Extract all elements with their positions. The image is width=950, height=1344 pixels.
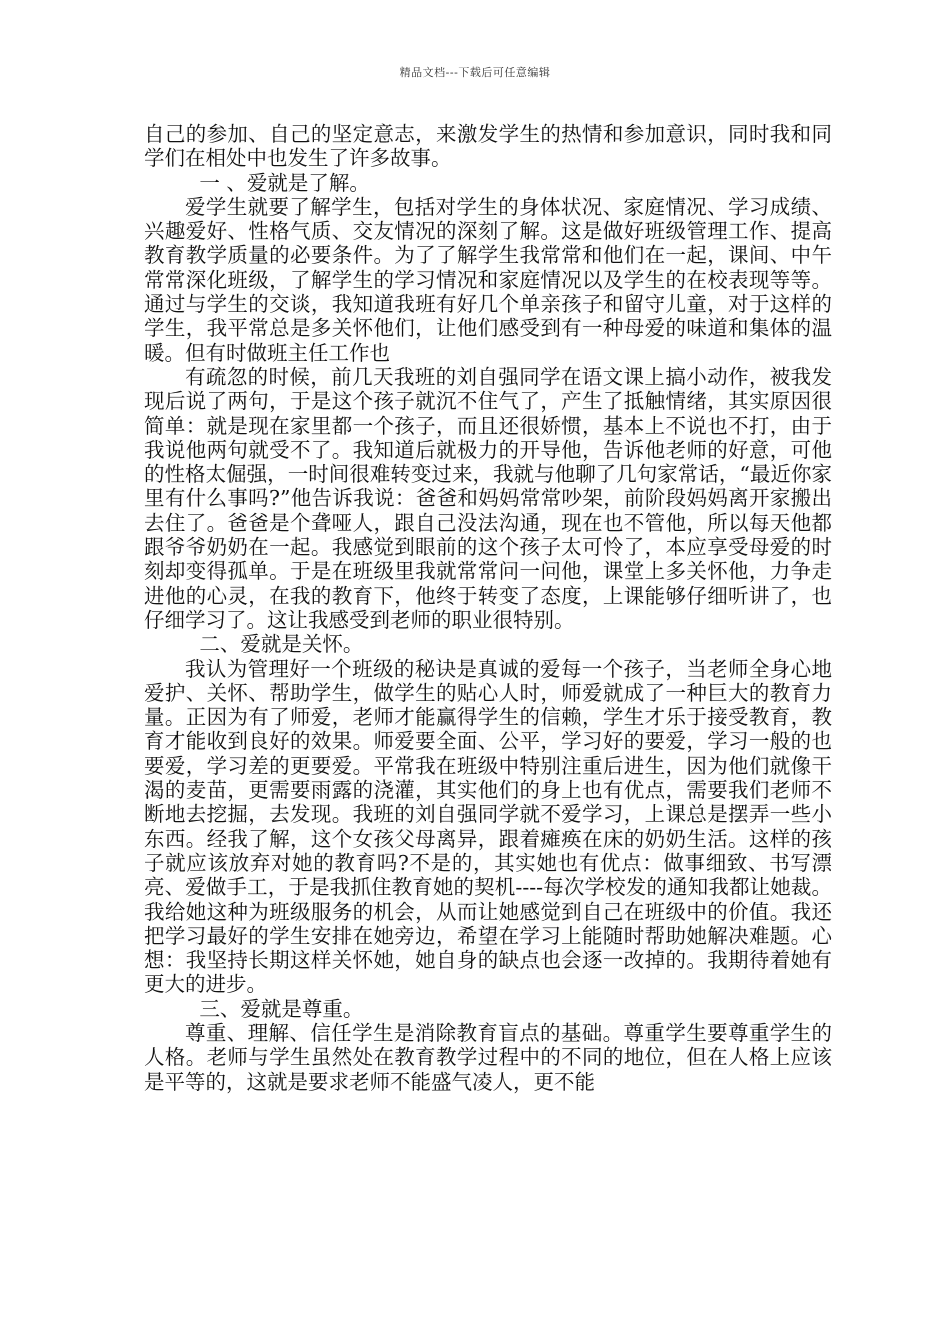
section-heading-understanding: 一 、爱就是了解。 [199, 170, 370, 195]
page-header-watermark: 精品文档---下载后可任意编辑 [399, 66, 551, 79]
paragraph-care: 我认为管理好一个班级的秘诀是真诚的爱每一个孩子，当老师全身心地爱护、关怀、帮助学生，做学生的贴心人时，师爱就成了一种巨大的教育力量。正因为有了师爱，老师才能赢得学生的信赖，学生才乐于接受教育，教育才能收到良好的效果。师爱要全面、公平，学习好的要爱，学习一般的也要爱，学习差的更要爱。平常我在班级中特别注重后进生，因为他们就像干渴的麦苗，更需要雨露的浇灌，其实他们的身上也有优点，需要我们老师不断地去挖掘，去发现。我班的刘自强同学就不爱学习，上课总是摆弄一些小东西。经我了解，这个女孩父母离异，跟着瘫痪在床的奶奶生活。这样的孩子就应该放弃对她的教育吗?不是的，其实她也有优点：做事细致、书写漂亮、爱做手工，于是我抓住教育她的契机----每次学校发的通知我都让她裁。我给她这种为班级服务的机会，从而让她感觉到自己在班级中的价值。我还把学习最好的学生安排在她旁边，希望在学习上能随时帮助她解决难题。心想：我坚持长期这样关怀她，她自身的缺点也会逐一改掉的。我期待着她有更大的进步。 [144, 656, 832, 997]
document-body [144, 122, 832, 1094]
paragraph-story-liu: 有疏忽的时候，前几天我班的刘自强同学在语文课上搞小动作，被我发现后说了两句，于是这个孩子就沉不住气了，产生了抵触情绪，其实原因很简单：就是现在家里都一个孩子，而且还很娇惯，基本上不说也不打，由于我说他两句就受不了。我知道后就极力的开导他，告诉他老师的好意，可他的性格太倔强，一时间很难转变过来，我就与他聊了几句家常话，“最近你家里有什么事吗?”他告诉我说：爸爸和妈妈常常吵架，前阶段妈妈离开家搬出去住了。爸爸是个聋哑人，跟自己没法沟通，现在也不管他，所以每天他都跟爷爷奶奶在一起。我感觉到眼前的这个孩子太可怜了，本应享受母爱的时刻却变得孤单。于是在班级里我就常常问一问他，课堂上多关怀他，力争走进他的心灵，在我的教育下，他终于转变了态度，上课能够仔细听讲了，也仔细学习了。这让我感受到老师的职业很特别。 [144, 364, 832, 632]
paragraph-respect: 尊重、理解、信任学生是消除教育盲点的基础。尊重学生要尊重学生的人格。老师与学生虽然处在教育教学过程中的不同的地位，但在人格上应该是平等的，这就是要求老师不能盛气凌人，更不能 [144, 1020, 832, 1094]
paragraph-understanding: 爱学生就要了解学生，包括对学生的身体状况、家庭情况、学习成绩、兴趣爱好、性格气质、交友情况的深刻了解。这是做好班级管理工作、提高教育教学质量的必要条件。为了了解学生我常常和他们在一起，课间、中午常常深化班级，了解学生的学习情况和家庭情况以及学生的在校表现等等。通过与学生的交谈，我知道我班有好几个单亲孩子和留守儿童，对于这样的学生，我平常总是多关怀他们，让他们感受到有一种母爱的味道和集体的温暖。但有时做班主任工作也 [144, 194, 832, 365]
paragraph-intro: 自己的参加、自己的坚定意志，来激发学生的热情和参加意识，同时我和同学们在相处中也发生了许多故事。 [144, 122, 832, 171]
section-heading-care: 二、爱就是关怀。 [199, 632, 364, 657]
section-heading-respect: 三、爱就是尊重。 [199, 996, 364, 1021]
